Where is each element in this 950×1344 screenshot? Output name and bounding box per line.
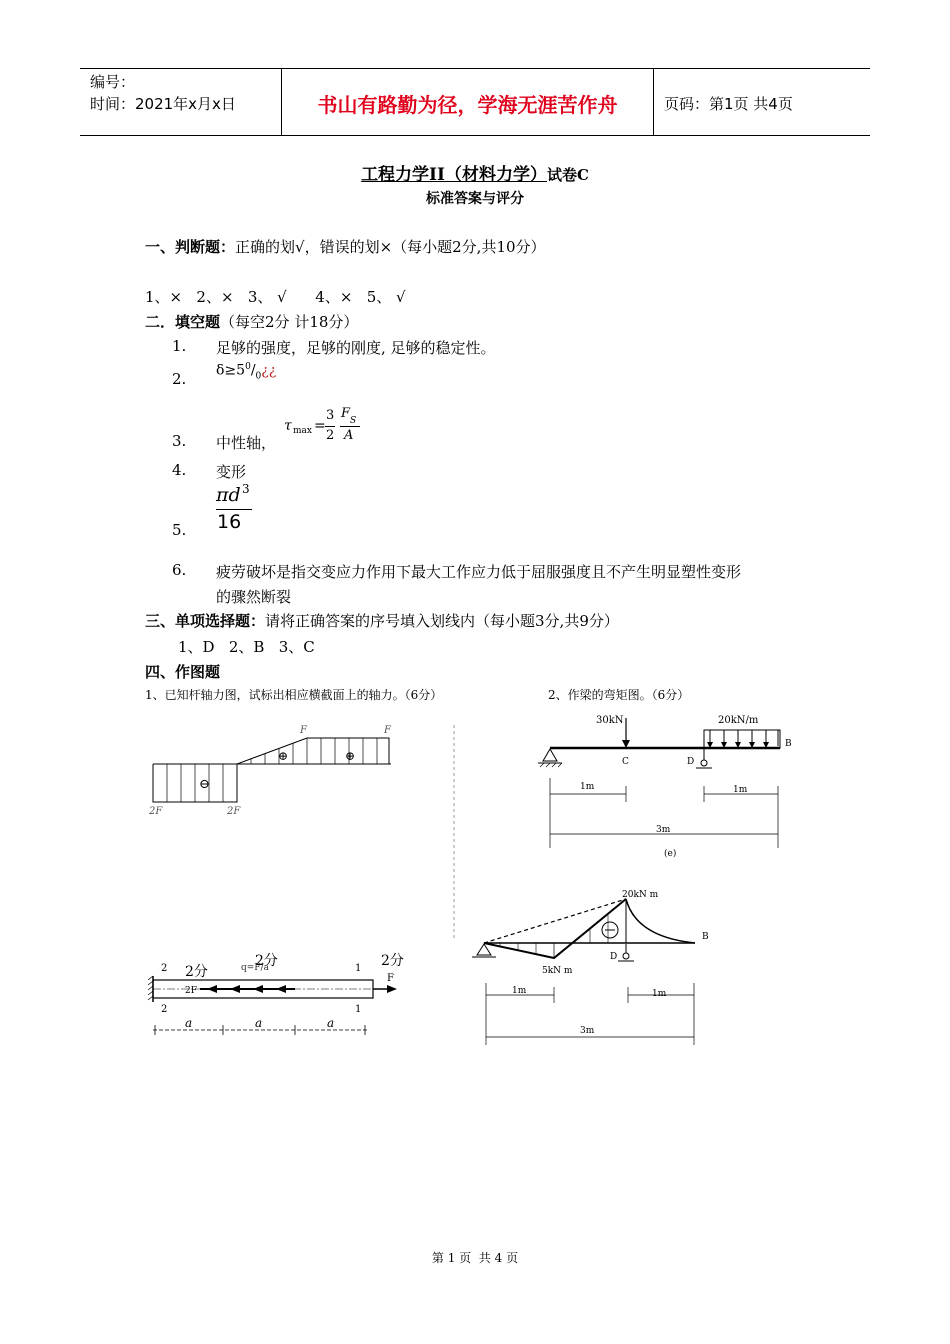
fill-item-num: 6. xyxy=(172,561,187,579)
question-1: 1、已知杆轴力图，试标出相应横截面上的轴力。（6分） xyxy=(145,688,443,702)
section3-title xyxy=(145,610,619,631)
section-mark: 2 xyxy=(161,963,168,974)
fill-item-text: 变形 xyxy=(216,463,247,481)
score-label: 2分 xyxy=(185,964,208,980)
page-subtitle: 标准答案与评分 xyxy=(426,191,524,207)
section-mark: 2 xyxy=(161,1004,168,1015)
page-footer: 第 1 页 共 4 页 xyxy=(431,1251,519,1265)
fill-item-text: 疲劳破坏是指交变应力作用下最大工作应力低于屈服强度且不产生明显塑性变形 xyxy=(216,563,742,581)
axial-load-label: 2F xyxy=(185,986,197,996)
section2-title xyxy=(145,311,358,332)
page-title xyxy=(0,160,950,185)
force-label: 2F xyxy=(149,806,163,817)
section2-desc: （每空2分 计18分） xyxy=(220,313,359,331)
fill-item-text: 足够的强度，足够的刚度, 足够的稳定性。 xyxy=(216,339,496,357)
shear-formula: τ max = 3 2 F S A xyxy=(284,404,374,450)
fill-item-text: 中性轴， xyxy=(216,434,277,452)
end-force-label: F xyxy=(387,973,394,984)
point-label-D: D xyxy=(610,952,618,962)
section-mark: 1 xyxy=(355,1004,362,1015)
section1-answers: 1、× 2、× 3、 √ 4、× 5、 √ xyxy=(145,288,406,306)
dimension-label: 1m xyxy=(733,785,748,795)
fill-item-num: 2. xyxy=(172,370,187,388)
page-label: 页码：第1页 共4页 xyxy=(664,95,793,113)
section3-heading: 三、单项选择题： xyxy=(145,612,266,630)
torsion-formula: πd 3 16 xyxy=(216,482,256,534)
section4-heading: 四、作图题 xyxy=(145,663,221,681)
fill-item-num: 5. xyxy=(172,521,187,539)
plus-sign: ⊕ xyxy=(278,749,289,763)
point-label-B: B xyxy=(785,739,792,749)
dimension-label: a xyxy=(185,1016,193,1030)
bar-load-figure xyxy=(145,950,410,1040)
fill-item-formula: $\delta\ge 5^0/_0¿¿$ xyxy=(216,362,277,382)
section1-heading: 一、判断题： xyxy=(145,238,236,256)
force-label: F xyxy=(300,725,307,736)
section1-title xyxy=(145,236,546,257)
point-load-label: 30kN xyxy=(596,715,624,726)
beam-figure xyxy=(530,708,800,863)
motto: 书山有路勤为径，学海无涯苦作舟 xyxy=(282,69,654,136)
distributed-load-label: q=F/a xyxy=(241,963,269,973)
header-table xyxy=(80,68,870,136)
figure-caption: (e) xyxy=(664,849,677,859)
time-label: 时间：2021年x月x日 xyxy=(90,95,236,113)
force-label: F xyxy=(384,725,391,736)
moment-label: 5kN m xyxy=(542,966,573,976)
section3-answers: 1、D 2、B 3、C xyxy=(178,638,315,656)
dimension-label: 1m xyxy=(580,782,595,792)
point-label-C: C xyxy=(622,757,629,767)
distributed-load-label: 20kN/m xyxy=(718,715,759,726)
section-mark: 1 xyxy=(355,963,362,974)
force-label: 2F xyxy=(227,806,241,817)
dimension-label: 1m xyxy=(512,986,527,996)
plus-sign: ⊕ xyxy=(345,749,356,763)
score-label: 2分 xyxy=(381,953,404,969)
bending-moment-diagram xyxy=(470,885,730,1045)
minus-sign: ⊖ xyxy=(199,777,210,792)
number-label: 编号： xyxy=(90,73,136,91)
fill-item-num: 4. xyxy=(172,461,187,479)
dimension-label: 3m xyxy=(580,1026,595,1036)
section2-heading: 二．填空题 xyxy=(145,313,221,331)
moment-label: 20kN m xyxy=(622,890,659,900)
point-label-D: D xyxy=(687,757,695,767)
axial-force-diagram xyxy=(145,720,405,820)
fill-item-num: 1. xyxy=(172,337,187,355)
dimension-label: a xyxy=(327,1016,335,1030)
section3-desc: 请将正确答案的序号填入划线内（每小题3分,共9分） xyxy=(265,612,619,630)
question-2: 2、作梁的弯矩图。（6分） xyxy=(548,688,690,702)
dimension-label: 1m xyxy=(652,989,667,999)
dimension-label: a xyxy=(255,1016,263,1030)
title-suffix: 试卷C xyxy=(546,166,589,184)
score-label: 2分 xyxy=(255,953,278,969)
section1-desc: 正确的划√，错误的划×（每小题2分,共10分） xyxy=(235,238,546,256)
title-main: 工程力学II（材料力学） xyxy=(361,165,547,185)
header-info-cell xyxy=(80,69,282,136)
dimension-label: 3m xyxy=(656,825,671,835)
fill-item-num: 3. xyxy=(172,432,187,450)
figure-divider xyxy=(452,725,456,940)
fill-item-text-cont: 的骤然断裂 xyxy=(216,588,292,606)
point-label-B: B xyxy=(702,932,709,942)
